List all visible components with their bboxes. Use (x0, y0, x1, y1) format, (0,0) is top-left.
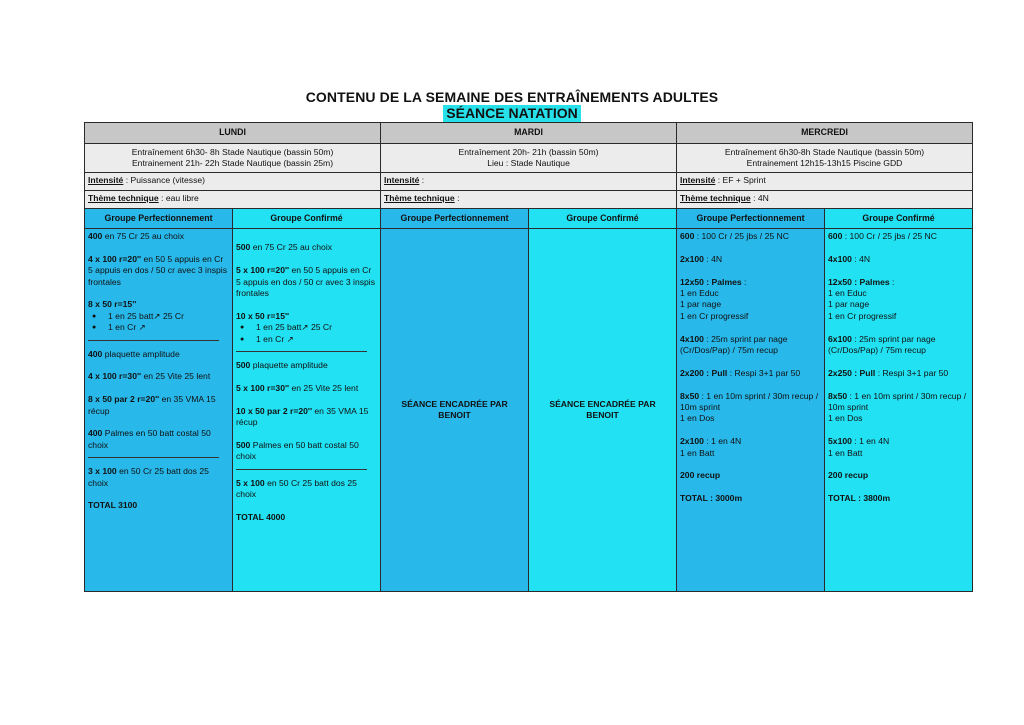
day-header-lundi: LUNDI (85, 123, 381, 144)
intensity-lundi: Intensité : Puissance (vitesse) (85, 173, 381, 191)
total-mercredi-perf: TOTAL : 3000m (680, 493, 743, 504)
total-lundi-perf: TOTAL 3100 (88, 500, 138, 511)
schedule-mardi: Entraînement 20h- 21h (bassin 50m) Lieu : Stade Nautique (381, 144, 677, 173)
workout-mercredi-perf: 600 : 100 Cr / 25 jbs / 25 NC 2x100 : 4N 12x50 : Palmes : 1 en Educ 1 par nage 1 en Cr progressif 4x100 : 25m sprint par nage (Cr/Dos/Pap) / 75m recup 2x200 : Pull : Respi 3+1 par 50 8x50 : 1 en 10m sprint / 30m recup / 10m sprint 1 en Dos 2x100 : 1 en 4N 1 en Batt 200 recup TOTAL : 3000m (677, 229, 825, 592)
divider (88, 340, 219, 341)
divider (236, 469, 367, 470)
page-title: CONTENU DE LA SEMAINE DES ENTRAÎNEMENTS ADULTES (305, 89, 719, 105)
group-header-perf-lundi: Groupe Perfectionnement (85, 209, 233, 229)
divider (236, 351, 367, 352)
schedule-lundi: Entraînement 6h30- 8h Stade Nautique (bassin 50m) Entrainement 21h- 22h Stade Nautique (bassin 25m) (85, 144, 381, 173)
workout-mardi-conf: SÉANCE ENCADRÉE PAR BENOIT (529, 229, 677, 592)
total-lundi-conf: TOTAL 4000 (236, 511, 286, 522)
theme-mercredi: Thème technique : 4N (677, 191, 973, 209)
workout-lundi-conf: 500 en 75 Cr 25 au choix 5 x 100 r=20'' en 50 5 appuis en Cr 5 appuis en dos / 50 cr avec 3 inspis frontales 10 x 50 r=15'' ● 1 en 25 batt↗ 25 Cr ● 1 en Cr ↗ 500 plaquette amplitude 5 x 100 r=30'' en 25 Vite 25 lent 10 x 50 par 2 r=20'' en 35 VMA 15 récup 500 Palmes en 50 batt costal 50 choix 5 x 100 en 50 Cr 25 batt dos 25 choix TOTAL 4000 (233, 229, 381, 592)
training-table (84, 122, 973, 592)
workout-mardi-perf: SÉANCE ENCADRÉE PAR BENOIT (381, 229, 529, 592)
schedule-mercredi: Entraînement 6h30-8h Stade Nautique (bassin 50m) Entrainement 12h15-13h15 Piscine GDD (677, 144, 973, 173)
workout-mercredi-conf: 600 : 100 Cr / 25 jbs / 25 NC 4x100 : 4N 12x50 : Palmes : 1 en Educ 1 par nage 1 en Cr progressif 6x100 : 25m sprint par nage (Cr/Dos/Pap) / 75m recup 2x250 : Pull : Respi 3+1 par 50 8x50 : 1 en 10m sprint / 30m recup / 10m sprint 1 en Dos 5x100 : 1 en 4N 1 en Batt 200 recup TOTAL : 3800m (825, 229, 973, 592)
page-subtitle: SÉANCE NATATION (443, 105, 580, 122)
intensity-mercredi: Intensité : EF + Sprint (677, 173, 973, 191)
workout-lundi-perf: 400 en 75 Cr 25 au choix 4 x 100 r=20'' en 50 5 appuis en Cr 5 appuis en dos / 50 cr avec 3 inspis frontales 8 x 50 r=15'' ● 1 en 25 batt↗ 25 Cr ● 1 en Cr ↗ 400 plaquette amplitude 4 x 100 r=30'' en 25 Vite 25 lent 8 x 50 par 2 r=20'' en 35 VMA 15 récup 400 Palmes en 50 batt costal 50 choix 3 x 100 en 50 Cr 25 batt dos 25 choix TOTAL 3100 (85, 229, 233, 592)
group-header-conf-mercredi: Groupe Confirmé (825, 209, 973, 229)
group-header-perf-mardi: Groupe Perfectionnement (381, 209, 529, 229)
theme-mardi: Thème technique : (381, 191, 677, 209)
day-header-mardi: MARDI (381, 123, 677, 144)
day-header-mercredi: MERCREDI (677, 123, 973, 144)
theme-lundi: Thème technique : eau libre (85, 191, 381, 209)
divider (88, 457, 219, 458)
group-header-conf-lundi: Groupe Confirmé (233, 209, 381, 229)
total-mercredi-conf: TOTAL : 3800m (828, 493, 891, 504)
intensity-mardi: Intensité : (381, 173, 677, 191)
group-header-conf-mardi: Groupe Confirmé (529, 209, 677, 229)
group-header-perf-mercredi: Groupe Perfectionnement (677, 209, 825, 229)
